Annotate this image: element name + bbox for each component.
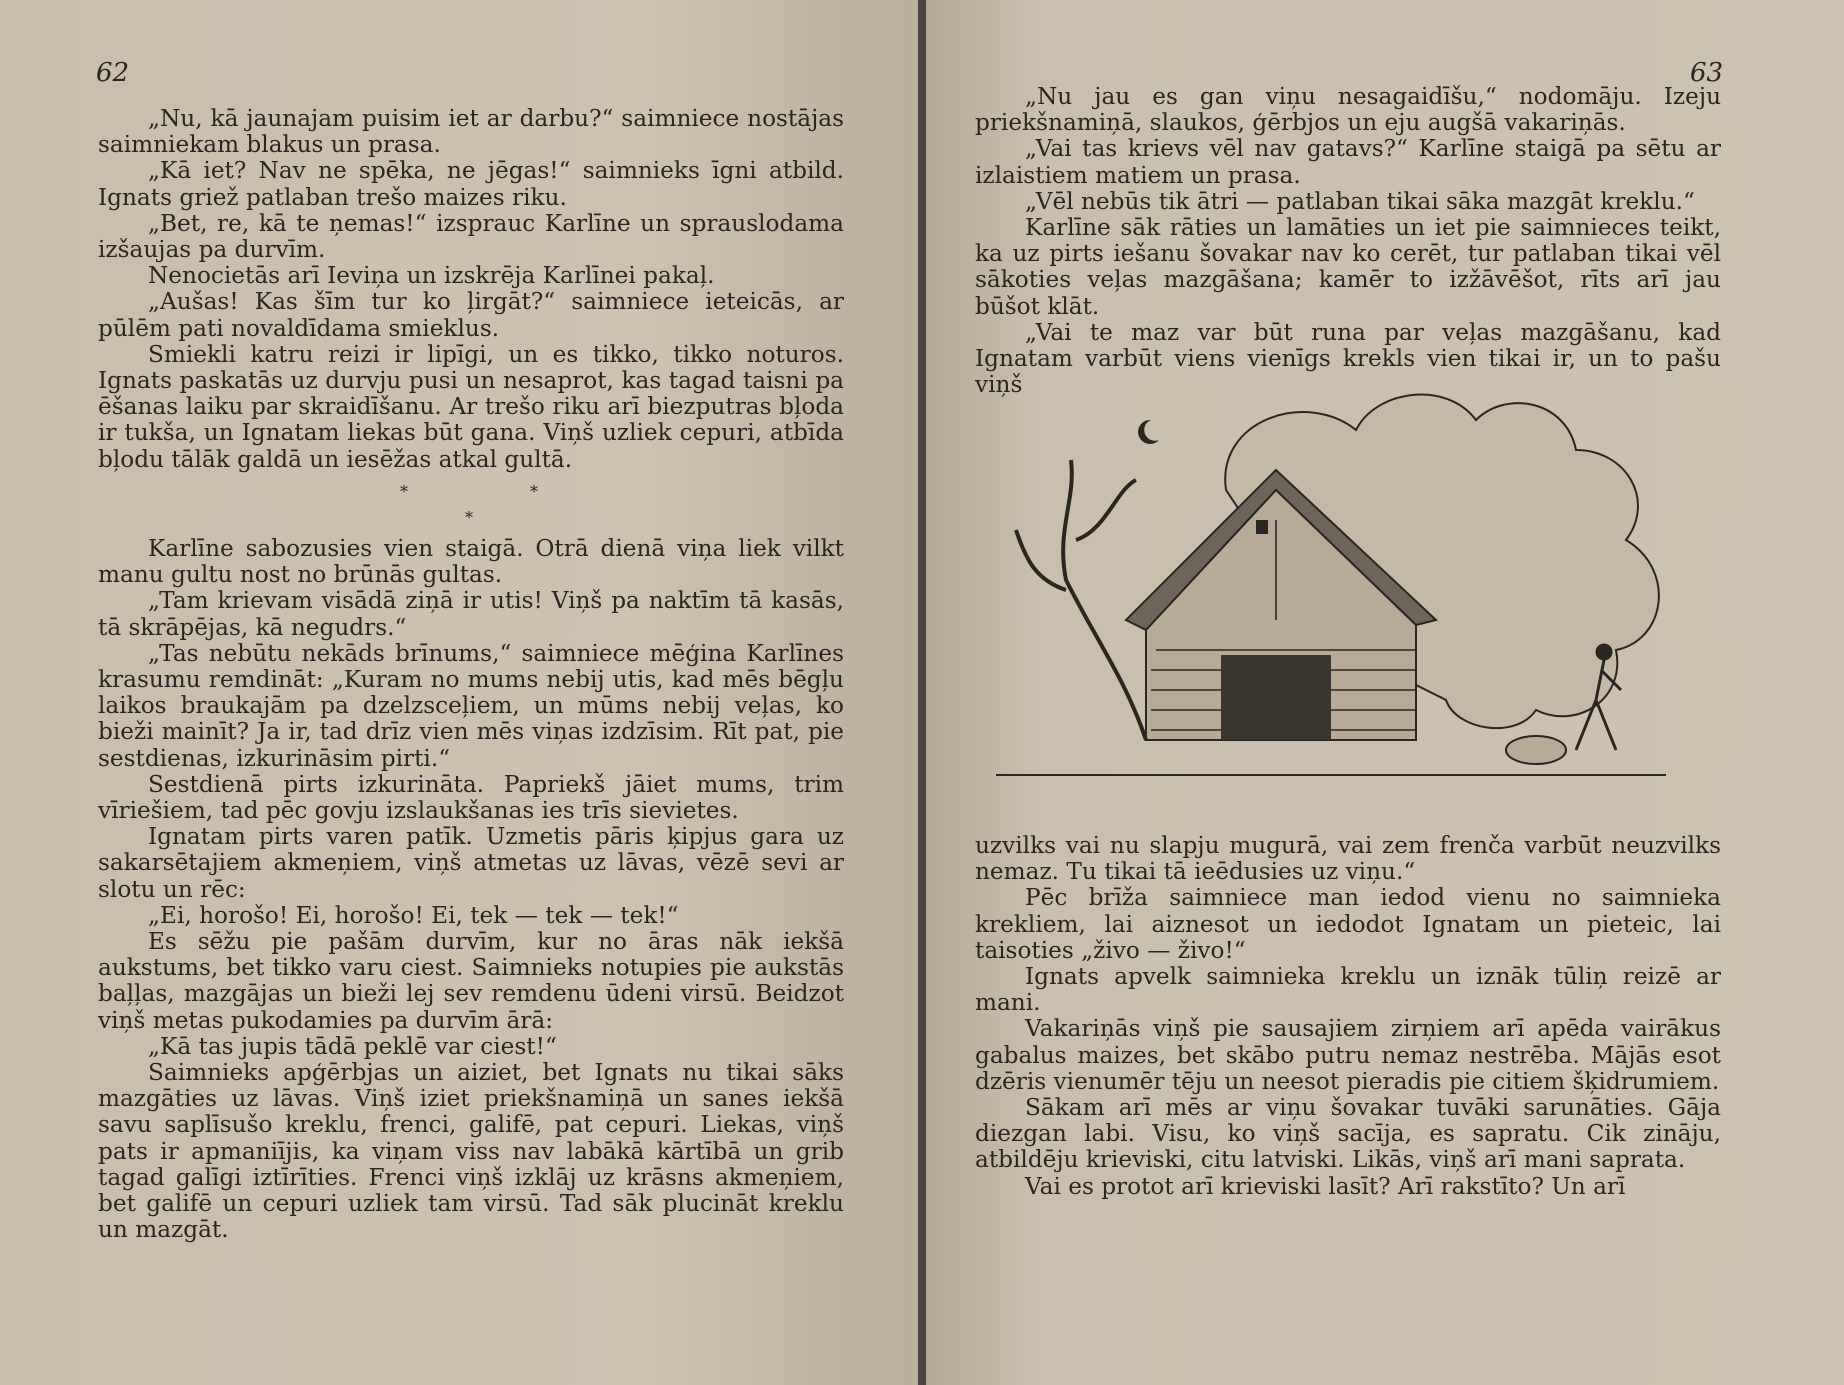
paragraph: Pēc brīža saimniece man iedod vienu no saimnieka krekliem, lai aiznesot un iedodot Ignatam un pieteic, lai taisoties „živo — živo!“ bbox=[975, 884, 1721, 964]
section-separator bbox=[380, 478, 580, 528]
paragraph: „Ei, horošo! Ei, horošo! Ei, tek — tek — tek!“ bbox=[148, 901, 679, 929]
paragraph: „Vai te maz var būt runa par veļas mazgāšanu, kad Ignatam varbūt viens vienīgs krekls vien tikai ir, un to pašu viņš bbox=[975, 318, 1721, 399]
paragraph: „Nu jau es gan viņu nesagaidīšu,“ nodomāju. Izeju priekšnamiņā, slaukos, ģērbjos un eju augšā vakariņās. bbox=[975, 83, 1721, 137]
paragraph: Ignatam pirts varen patīk. Uzmetis pāris ķipjus gara uz sakarsētajiem akmeņiem, viņš atmetas uz lāvas, vēzē sevi ar slotu un rēc: bbox=[98, 823, 844, 903]
paragraph: Sākam arī mēs ar viņu šovakar tuvāki sarunāties. Gāja diezgan labi. Visu, ko viņš sacīja, es sapratu. Cik zināju, atbildēju krieviski, citu latviski. Likās, viņš arī mani saprata. bbox=[975, 1094, 1721, 1174]
bathhouse-door bbox=[1221, 655, 1331, 740]
text-block-right-top bbox=[975, 84, 1721, 398]
paragraph: Vakariņās viņš pie sausajiem zirņiem arī apēda vairākus gabalus maizes, bet skābo putru nemaz nestrēba. Mājās esot dzēris vienumēr tēju un neesot pieradis pie citiem šķidrumiem. bbox=[975, 1015, 1721, 1095]
separator-star: * bbox=[400, 482, 408, 501]
paragraph: „Vēl nebūs tik ātri — patlaban tikai sāka mazgāt kreklu.“ bbox=[1025, 187, 1695, 215]
paragraph: uzvilks vai nu slapju mugurā, vai zem frenča varbūt neuzvilks nemaz. Tu tikai tā ieēdusies uz viņu.“ bbox=[975, 832, 1721, 886]
text-block-left-top bbox=[98, 106, 844, 473]
paragraph: „Kā tas jupis tādā peklē var ciest!“ bbox=[148, 1032, 557, 1060]
paragraph: „Vai tas krievs vēl nav gatavs?“ Karlīne staigā pa sētu ar izlaistiem matiem un prasa. bbox=[975, 135, 1721, 189]
paragraph: „Nu, kā jaunajam puisim iet ar darbu?“ saimniece nostājas saimniekam blakus un prasa. bbox=[98, 105, 844, 159]
paragraph: „Tam krievam visādā ziņā ir utis! Viņš pa naktīm tā kasās, tā skrāpējas, kā negudrs.“ bbox=[98, 587, 844, 641]
separator-star: * bbox=[530, 482, 538, 501]
moon-icon bbox=[1138, 420, 1159, 444]
paragraph: Smiekli katru reizi ir lipīgi, un es tikko, tikko noturos. Ignats paskatās uz durvju pusi un nesaprot, kas tagad taisni pa ēšanas laiku par skraidīšanu. Ar trešo riku arī biezputras bļoda ir tukša, un Ignatam liekas būt gana. Viņš uzliek cepuri, atbīda bļodu tālāk galdā un iesēžas atkal gultā. bbox=[98, 340, 844, 473]
text-block-left-bottom bbox=[98, 536, 844, 1243]
right-page bbox=[926, 0, 1844, 1385]
separator-star: * bbox=[465, 508, 473, 527]
paragraph: „Bet, re, kā te ņemas!“ izsprauc Karlīne un sprauslodama izšaujas pa durvīm. bbox=[98, 209, 844, 264]
paragraph: Karlīne sabozusies vien staigā. Otrā dienā viņa liek vilkt manu gultu nost no brūnās gultas. bbox=[98, 535, 844, 589]
bathhouse-illustration bbox=[976, 380, 1686, 825]
paragraph: „Kā iet? Nav ne spēka, ne jēgas!“ saimnieks īgni atbild. Ignats griež patlaban trešo maizes riku. bbox=[98, 157, 844, 211]
page-number-left: 62 bbox=[96, 58, 130, 88]
paragraph: Vai es protot arī krieviski lasīt? Arī rakstīto? Un arī bbox=[1025, 1172, 1626, 1200]
paragraph: Saimnieks apģērbjas un aiziet, bet Ignats nu tikai sāks mazgāties uz lāvas. Viņš iziet priekšnamiņā un sanes iekšā savu saplīsušo kreklu, frenci, galifē, pat cepuri. Liekas, viņš pats ir apmaniījis, ka viņam viss nav labākā kārtībā un grib tagad galīgi iztīrīties. Frenci viņš izklāj uz krāsns akmeņiem, bet galifē un cepuri uzliek tam virsū. Tad sāk plucināt kreklu un mazgāt. bbox=[98, 1059, 844, 1244]
paragraph: Sestdienā pirts izkurināta. Papriekš jāiet mums, trim vīriešiem, tad pēc govju izslaukšanas ies trīs sievietes. bbox=[98, 770, 844, 825]
text-block-right-bottom bbox=[975, 833, 1721, 1200]
paragraph: Ignats apvelk saimnieka kreklu un iznāk tūliņ reizē ar mani. bbox=[975, 963, 1721, 1017]
paragraph: „Tas nebūtu nekāds brīnums,“ saimniece mēģina Karlīnes krasumu remdināt: „Kuram no mums nebij utis, kad mēs bēgļu laikos braukajām pa dzelzsceļiem, un mūms nebij veļas, ko bieži mainīt? Ja ir, tad drīz vien mēs viņas izdzīsim. Rīt pat, pie sestdienas, izkurināsim pirti.“ bbox=[98, 639, 844, 772]
paragraph: „Aušas! Kas šīm tur ko ļirgāt?“ saimniece ieteicās, ar pūlēm pati novaldīdama smieklus. bbox=[98, 288, 844, 342]
page-number-right: 63 bbox=[1690, 58, 1724, 88]
paragraph: Es sēžu pie pašām durvīm, kur no āras nāk iekšā aukstums, bet tikko varu ciest. Saimnieks notupies pie aukstās baļļas, mazgājas un bieži lej sev remdenu ūdeni virsū. Beidzot viņš metas pukodamies pa durvīm ārā: bbox=[98, 928, 844, 1034]
paragraph: Karlīne sāk rāties un lamāties un iet pie saimnieces teikt, ka uz pirts iešanu šovakar nav ko cerēt, tur patlaban tikai vēl sākoties veļas mazgāšana; kamēr to izžāvēšot, rīts arī jau būšot klāt. bbox=[975, 214, 1721, 320]
paragraph: Nenocietās arī Ieviņa un izskrēja Karlīnei pakaļ. bbox=[148, 262, 715, 290]
